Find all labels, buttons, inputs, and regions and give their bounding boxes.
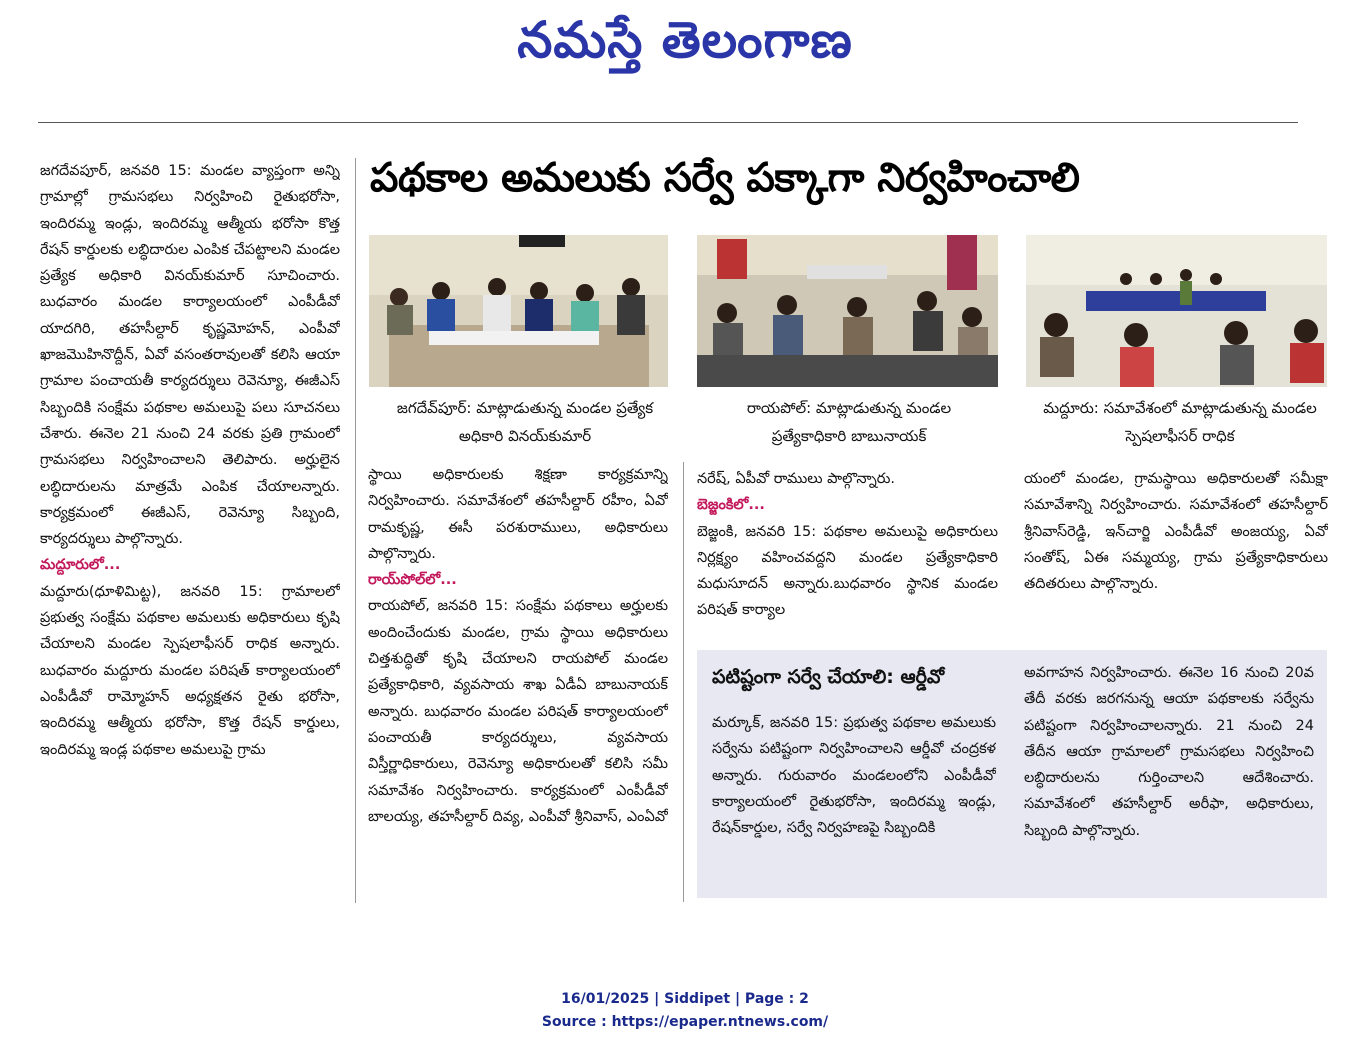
- footer-source-link[interactable]: Source : https://epaper.ntnews.com/: [541, 1014, 829, 1030]
- column-divider: [355, 158, 356, 903]
- photo-jagadevpur-meeting: [369, 235, 668, 387]
- subheading-bejjanki: బెజ్జంకిలో...: [697, 497, 765, 514]
- boxed-story-right: అవగాహన నిర్వహించారు. ఈనెల 16 నుంచి 20వ తేదీ వరకు జరగనున్న ఆయా పథకాలకు సర్వేను పటిష్టంగా నిర్వహించాలన్నారు. 21 నుంచి 24 తేదీన ఆయా గ్రామాలలో గ్రామసభలు నిర్వహించి లబ్ధిదారులను గుర్తించాలని ఆదేశించారు. సమావేశంలో తహసీల్దార్ అరీఫా, అధికారులు, సిబ్బంది పాల్గొన్నారు.: [1024, 665, 1314, 839]
- subheading-madduru: మద్దూరులో...: [40, 557, 121, 574]
- column-4: [1024, 466, 1328, 636]
- photo-caption-1: జగదేవ్‌పూర్: మాట్లాడుతున్న మండల ప్రత్యేక అధికారి వినయ్‌కుమార్: [396, 399, 654, 445]
- photo-rayapol-meeting: [697, 235, 998, 387]
- photo-caption-3: మద్దూరు: సమావేశంలో మాట్లాడుతున్న మండల స్పెషలాఫీసర్ రాధిక: [1043, 399, 1317, 445]
- column-1: [40, 158, 340, 903]
- photo-caption-2: రాయపోల్: మాట్లాడుతున్న మండల ప్రత్యేకాధికారి బాబునాయక్: [746, 399, 952, 445]
- article-paragraph: నరేష్, ఏపీవో రాములు పాల్గొన్నారు.: [697, 471, 896, 487]
- article-paragraph: యంలో మండల, గ్రామస్థాయి అధికారులతో సమీక్షా సమావేశాన్ని నిర్వహించారు. సమావేశంలో తహసీల్దార్ శ్రీనివాస్‌రెడ్డి, ఇన్‌చార్జి ఎంపీడీవో అంజయ్య, ఏవో సంతోష్, ఏఈ సమ్మయ్య, గ్రామ ప్రత్యేకాధికారులు తదితరులు పాల్గొన్నారు.: [1024, 471, 1328, 593]
- article-paragraph: రాయపోల్, జనవరి 15: సంక్షేమ పథకాలు అర్హులకు అందించేందుకు మండల, గ్రామ స్థాయి అధికారులు చిత్తశుద్ధితో కృషి చేయాలని రాయపోల్ మండల ప్రత్యేకాధికారి, వ్యవసాయ శాఖ ఏడీఏ బాబునాయక్ అన్నారు. బుధవారం మండల పరిషత్ కార్యాలయంలో పంచాయతీ కార్యదర్శులు, వ్యవసాయ విస్తీర్ణాధికారులు, రెవెన్యూ అధికారులతో కలిసి సమీ సమావేశం నిర్వహించారు. కార్యక్రమంలో ఎంపీడీవో బాలయ్య, తహసీల్దార్ దివ్య, ఎంపీవో శ్రీనివాస్, ఎంఏవో: [368, 598, 668, 825]
- footer-date-edition: 16/01/2025 | Siddipet | Page : 2: [561, 991, 809, 1007]
- boxed-story-heading: పటిష్టంగా సర్వే చేయాలి: ఆర్డీవో: [712, 666, 945, 688]
- subheading-rayapol: రాయ్‌పోల్‌లో...: [368, 572, 457, 589]
- column-3: [697, 466, 998, 636]
- article-paragraph: మద్దూరు(ధూళిమిట్ట), జనవరి 15: గ్రామాలలో ప్రభుత్వ సంక్షేమ పథకాల అమలుకు అధికారులు కృషి చేయాలని మండల స్పెషలాఫీసర్ రాధిక అన్నారు. బుధవారం మద్దూరు మండల పరిషత్ కార్యాలయంలో ఎంపీడీవో రామ్మోహన్ అధ్యక్షతన రైతు భరోసా, ఇందిరమ్మ ఆత్మీయ భరోసా, కొత్త రేషన్ కార్డులు, ఇందిరమ్మ ఇండ్ల పథకాల అమలుపై గ్రామ: [40, 583, 340, 758]
- photo-madduru-meeting: [1026, 235, 1327, 387]
- top-rule: [38, 122, 1298, 123]
- article-paragraph: స్థాయి అధికారులకు శిక్షణా కార్యక్రమాన్ని నిర్వహించారు. సమావేశంలో తహసీల్దార్ రహీం, ఏవో రామకృష్ణ, ఈసీ పరశురాములు, అధికారులు పాల్గొన్నారు.: [368, 467, 668, 562]
- boxed-story-left: మర్కూక్, జనవరి 15: ప్రభుత్వ పథకాల అమలుకు సర్వేను పటిష్టంగా నిర్వహించాలని ఆర్డీవో చంద్రకళ అన్నారు. గురువారం మండలంలోని ఎంపీడీవో కార్యాలయంలో రైతుభరోసా, ఇందిరమ్మ ఇండ్లు, రేషన్‌కార్డుల, సర్వే నిర్వహణపై సిబ్బందికి: [712, 715, 996, 837]
- masthead-logo: నమస్తే తెలంగాణ: [517, 11, 853, 69]
- headline: పథకాల అమలుకు సర్వే పక్కాగా నిర్వహించాలి: [370, 155, 1080, 201]
- article-paragraph: జగదేవపూర్, జనవరి 15: మండల వ్యాప్తంగా అన్ని గ్రామాల్లో గ్రామసభలు నిర్వహించి రైతుభరోసా, ఇందిరమ్మ ఇండ్లు, ఇందిరమ్మ ఆత్మీయ భరోసా కొత్త రేషన్ కార్డులకు లబ్ధిదారుల ఎంపిక చేపట్టాలని మండల ప్రత్యేక అధికారి వినయ్‌కుమార్ సూచించారు. బుధవారం మండల కార్యాలయంలో ఎంపీడీవో యాదగిరి, తహసీల్దార్ కృష్ణమోహన్, ఎంపీవో ఖాజమొహినొద్దీన్, ఏవో వసంతరావులతో కలిసి ఆయా గ్రామాల పంచాయతీ కార్యదర్శులు రెవెన్యూ, ఈజీఎస్ సిబ్బందికి సంక్షేమ పథకాల అమలుపై పలు సూచనలు చేశారు. ఈనెల 21 నుంచి 24 వరకు ప్రతి గ్రామంలో గ్రామసభలు నిర్వహించాలని తెలిపారు. అర్హులైన లబ్ధిదారులను మాత్రమే ఎంపిక చేయాలన్నారు. కార్యక్రమంలో ఈజీఎస్, రెవెన్యూ సిబ్బంది, కార్యదర్శులు పాల్గొన్నారు.: [40, 163, 340, 548]
- article-paragraph: బెజ్జంకి, జనవరి 15: పథకాల అమలుపై అధికారులు నిర్లక్ష్యం వహించవద్దని మండల ప్రత్యేకాధికారి మధుసూదన్ అన్నారు.బుధవారం స్థానిక మండల పరిషత్ కార్యాల: [697, 523, 998, 619]
- column-divider: [683, 462, 684, 902]
- column-2: [368, 462, 668, 902]
